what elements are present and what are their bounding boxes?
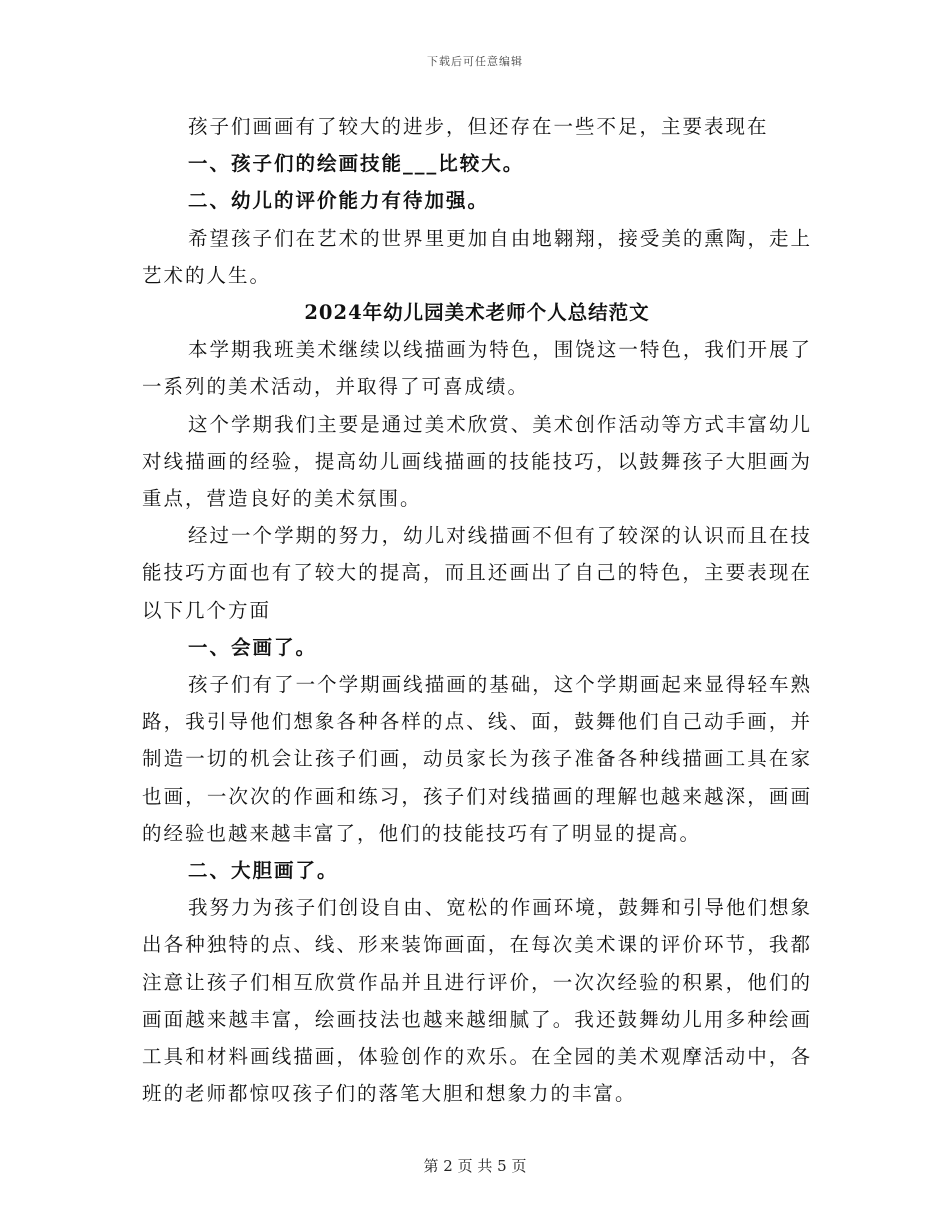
heading-bold-drawing: 二、大胆画了。 xyxy=(188,859,339,883)
paragraph-intro: 本学期我班美术继续以线描画为特色，围饶这一特色，我们开展了一系列的美术活动，并取得了可喜成绩。 xyxy=(142,338,812,399)
heading-can-draw: 一、会画了。 xyxy=(188,635,318,659)
page-footer: 第 2 页 共 5 页 xyxy=(423,1157,527,1175)
section-title: 2024年幼儿园美术老师个人总结范文 xyxy=(304,301,650,325)
paragraph-bold-drawing: 我努力为孩子们创设自由、宽松的作画环境，鼓舞和引导他们想象出各种独特的点、线、形来装饰画面，在每次美术课的评价环节，我都注意让孩子们相互欣赏作品并且进行评价，一次次经验的积累，他们的画面越来越丰富，绘画技法也越来越细腻了。我还鼓舞幼儿用多种绘画工具和材料画线描画，体验创作的欢乐。在全园的美术观摩活动中，各班的老师都惊叹孩子们的落笔大胆和想象力的丰富。 xyxy=(142,896,812,1106)
document-body xyxy=(142,108,812,1112)
point-skill-gap: 一、孩子们的绘画技能___比较大。 xyxy=(188,152,525,176)
paragraph-progress: 孩子们画画有了较大的进步，但还存在一些不足，主要表现在 xyxy=(188,115,769,138)
paragraph-hope: 希望孩子们在艺术的世界里更加自由地翱翔，接受美的熏陶，走上艺术的人生。 xyxy=(142,226,812,287)
paragraph-results: 经过一个学期的努力，幼儿对线描画不但有了较深的认识而且在技能技巧方面也有了较大的提高，而且还画出了自己的特色，主要表现在以下几个方面 xyxy=(142,524,812,622)
point-evaluation: 二、幼儿的评价能力有待加强。 xyxy=(188,189,490,213)
paragraph-can-draw: 孩子们有了一个学期画线描画的基础，这个学期画起来显得轻车熟路，我引导他们想象各种各样的点、线、面，鼓舞他们自己动手画，并制造一切的机会让孩子们画，动员家长为孩子准备各种线描画工具在家也画，一次次的作画和练习，孩子们对线描画的理解也越来越深，画画的经验也越来越丰富了，他们的技能技巧有了明显的提高。 xyxy=(142,673,812,845)
page-header: 下载后可任意编辑 xyxy=(427,55,523,68)
paragraph-methods: 这个学期我们主要是通过美术欣赏、美术创作活动等方式丰富幼儿对线描画的经验，提高幼儿画线描画的技能技巧，以鼓舞孩子大胆画为重点，营造良好的美术氛围。 xyxy=(142,412,812,511)
